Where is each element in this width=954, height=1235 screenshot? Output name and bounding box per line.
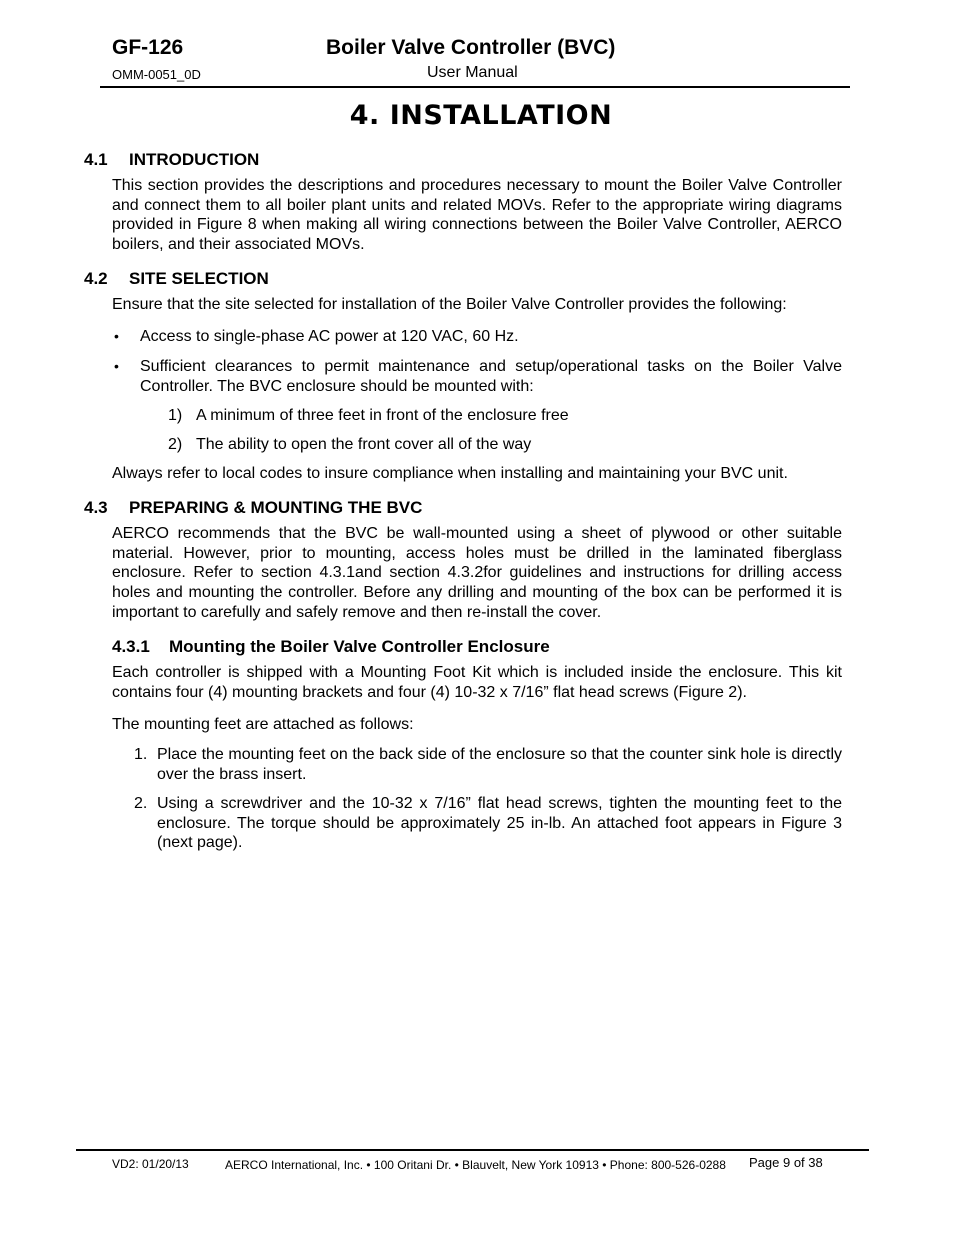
- section-number: 4.3: [84, 498, 108, 517]
- footer-divider: [76, 1149, 869, 1151]
- step-number: 2.: [134, 795, 148, 812]
- bullet-icon: •: [114, 328, 119, 344]
- step-text: Using a screwdriver and the 10-32 x 7/16” flat head screws, tighten the mounting feet to the enclosure. The torque should be approximately 25 in-lb. An attached foot appears in Figure 3 (next page).: [157, 795, 842, 852]
- item-text: A minimum of three feet in front of the enclosure free: [196, 407, 569, 424]
- section-title: SITE SELECTION: [129, 269, 269, 288]
- header-divider: [100, 86, 850, 88]
- footer-revision: VD2: 01/20/13: [112, 1157, 189, 1171]
- footer-address: AERCO International, Inc. • 100 Oritani Dr. • Blauvelt, New York 10913 • Phone: 800-526-0288: [225, 1158, 726, 1172]
- step-text: Place the mounting feet on the back side of the enclosure so that the counter sink hole is directly over the brass insert.: [157, 746, 842, 783]
- section-number: 4.1: [84, 150, 108, 169]
- step-number: 1.: [134, 746, 148, 763]
- section-title: Mounting the Boiler Valve Controller Enclosure: [169, 637, 550, 656]
- list-item: [112, 357, 842, 396]
- document-subtitle: User Manual: [427, 64, 518, 81]
- numbered-item: [168, 435, 842, 455]
- section-number: 4.3.1: [112, 637, 150, 656]
- numbered-step: [130, 794, 842, 853]
- document-code: GF-126: [112, 36, 184, 59]
- document-title: Boiler Valve Controller (BVC): [326, 36, 616, 59]
- section-4-3-1-body: Each controller is shipped with a Mounting Foot Kit which is included inside the enclosure. This kit contains four (4) mounting brackets and four (4) 10-32 x 7/16” flat head screws (Figure 2).: [112, 664, 842, 701]
- item-number: 1): [168, 407, 183, 424]
- subsection-heading-4-3-1: [112, 637, 550, 657]
- section-4-3-1-lead: The mounting feet are attached as follows:: [112, 716, 414, 733]
- chapter-title: 4. INSTALLATION: [349, 100, 613, 131]
- list-item-text: Sufficient clearances to permit maintenance and setup/operational tasks on the Boiler Valve Controller. The BVC enclosure should be mounted with:: [140, 358, 842, 395]
- section-heading-4-2: [84, 269, 269, 289]
- section-4-1-body: This section provides the descriptions and procedures necessary to mount the Boiler Valve Controller and connect them to all boiler plant units and related MOVs. Refer to the appropriate wiring diagrams provided in Figure 8 when making all wiring connections between the Boiler Valve Controller, AERCO boilers, and their associated MOVs.: [112, 177, 842, 254]
- document-number: OMM-0051_0D: [112, 67, 201, 82]
- section-4-2-closing: Always refer to local codes to insure compliance when installing and maintaining your BVC unit.: [112, 465, 788, 482]
- numbered-step: [130, 745, 842, 784]
- numbered-item: [168, 406, 842, 426]
- section-title: PREPARING & MOUNTING THE BVC: [129, 498, 423, 517]
- list-item: [112, 327, 842, 347]
- section-4-2-intro: Ensure that the site selected for installation of the Boiler Valve Controller provides the following:: [112, 296, 787, 313]
- item-number: 2): [168, 436, 183, 453]
- page-number: Page 9 of 38: [749, 1155, 823, 1170]
- item-text: The ability to open the front cover all of the way: [196, 436, 532, 453]
- list-item-text: Access to single-phase AC power at 120 VAC, 60 Hz.: [140, 328, 519, 345]
- section-heading-4-3: [84, 498, 422, 518]
- section-4-3-body: AERCO recommends that the BVC be wall-mounted using a sheet of plywood or other suitable material. However, prior to mounting, access holes must be drilled in the laminated fiberglass enclosure. Refer to section 4.3.1and section 4.3.2for guidelines and instructions for drilling access holes and mounting the controller. Before any drilling and mounting of the box can be performed it is important to carefully and safely remove and then re-install the cover.: [112, 525, 842, 621]
- bullet-icon: •: [114, 358, 119, 374]
- section-heading-4-1: [84, 150, 259, 170]
- section-number: 4.2: [84, 269, 108, 288]
- section-title: INTRODUCTION: [129, 150, 260, 169]
